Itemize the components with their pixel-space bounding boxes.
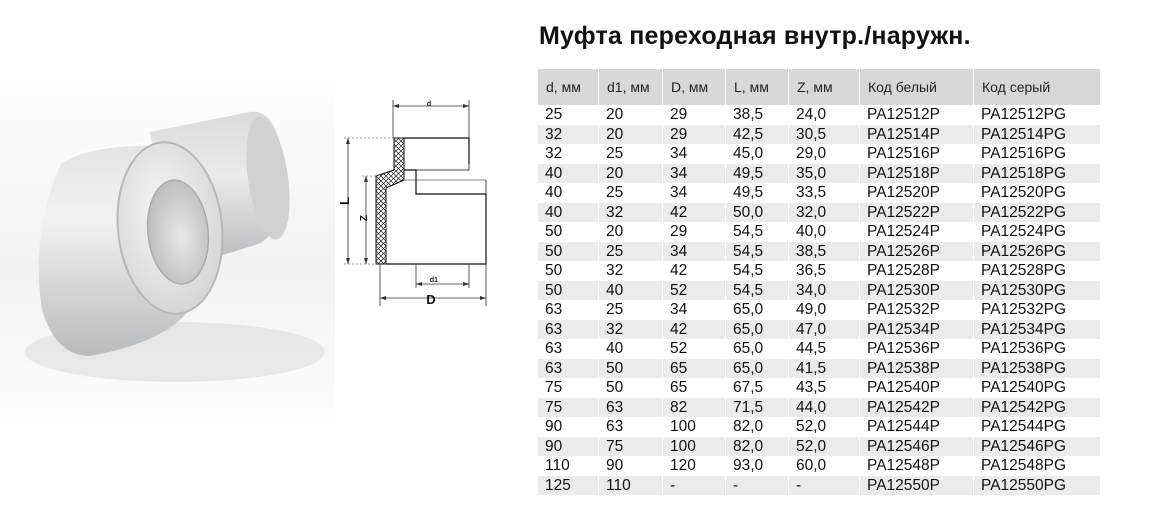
table-row <box>538 456 1100 476</box>
table-cell: 90 <box>598 456 662 476</box>
column-header: Z, мм <box>788 69 859 105</box>
table-cell: 50 <box>598 359 662 379</box>
table-cell: PA12546PG <box>973 437 1100 457</box>
table-cell: PA12546P <box>859 437 973 457</box>
table-cell: 90 <box>538 437 598 457</box>
table-cell: 75 <box>598 437 662 457</box>
table-cell: 25 <box>598 300 662 320</box>
table-cell: 90 <box>545 418 563 436</box>
table-cell: 32 <box>598 320 662 340</box>
table-cell: PA12522PG <box>973 203 1100 223</box>
table-cell: PA12540P <box>859 378 973 398</box>
table-cell: 29,0 <box>788 144 859 164</box>
table-cell: 30,5 <box>788 125 859 145</box>
L-label: L <box>337 197 352 205</box>
table-cell: 63 <box>545 340 563 358</box>
table-row <box>538 398 1100 418</box>
table-cell: 50 <box>545 262 563 280</box>
table-cell: PA12528PG <box>973 261 1100 281</box>
table-cell: 25 <box>598 144 662 164</box>
table-cell: PA12522P <box>859 203 973 223</box>
table-cell: 54,5 <box>725 281 788 301</box>
table-cell: PA12526P <box>859 242 973 262</box>
table-header-row <box>538 69 1100 105</box>
table-cell: PA12514P <box>859 125 973 145</box>
table-cell: 33,5 <box>788 183 859 203</box>
d1-label: d1 <box>429 277 439 284</box>
table-row <box>538 164 1100 184</box>
spec-table <box>538 69 1100 495</box>
column-header: d1, мм <box>598 69 662 105</box>
table-cell: 25 <box>598 183 662 203</box>
table-cell: 63 <box>545 301 563 319</box>
table-cell: 63 <box>598 398 662 418</box>
table-cell: 40 <box>538 164 598 184</box>
table-cell: PA12512PG <box>973 105 1100 125</box>
table-cell: 52 <box>662 339 725 359</box>
table-cell: PA12520P <box>859 183 973 203</box>
table-cell: 65,0 <box>725 339 788 359</box>
table-cell: - <box>788 476 859 496</box>
dimension-D <box>380 264 486 307</box>
table-row <box>538 125 1100 145</box>
table-cell: 75 <box>545 379 563 397</box>
table-cell: 65 <box>662 378 725 398</box>
table-cell: 50 <box>598 378 662 398</box>
table-row <box>538 261 1100 281</box>
table-cell: PA12516PG <box>973 144 1100 164</box>
Z-label: Z <box>359 214 370 222</box>
table-cell: 20 <box>598 164 662 184</box>
table-cell: 125 <box>538 476 598 496</box>
table-row <box>538 339 1100 359</box>
dimension-d1 <box>416 264 469 288</box>
table-cell: 82,0 <box>725 437 788 457</box>
table-row <box>538 144 1100 164</box>
table-cell: 38,5 <box>725 105 788 125</box>
table-cell: PA12538P <box>859 359 973 379</box>
table-cell: PA12524PG <box>973 222 1100 242</box>
table-cell: PA12524P <box>859 222 973 242</box>
table-cell: 65,0 <box>725 359 788 379</box>
table-cell: 50 <box>538 242 598 262</box>
table-cell: PA12544P <box>859 417 973 437</box>
table-cell: 34 <box>662 164 725 184</box>
table-row <box>538 203 1100 223</box>
table-cell: 42 <box>662 203 725 223</box>
table-cell: 35,0 <box>788 164 859 184</box>
table-cell: 110 <box>545 457 570 475</box>
table-cell: - <box>725 476 788 496</box>
table-cell: 43,5 <box>788 378 859 398</box>
table-cell: PA12536PG <box>973 339 1100 359</box>
table-cell: 34 <box>662 300 725 320</box>
table-row <box>538 300 1100 320</box>
table-row <box>538 222 1100 242</box>
table-cell: 20 <box>598 125 662 145</box>
table-cell: 52 <box>662 281 725 301</box>
table-cell: 63 <box>538 359 598 379</box>
table-cell: 65,0 <box>725 300 788 320</box>
table-cell: 52,0 <box>788 417 859 437</box>
table-cell: 29 <box>662 125 725 145</box>
table-cell: 54,5 <box>725 261 788 281</box>
table-cell: 40,0 <box>788 222 859 242</box>
table-cell: PA12548P <box>859 456 973 476</box>
table-row <box>538 320 1100 340</box>
table-cell: 82 <box>662 398 725 418</box>
table-cell: 75 <box>538 398 598 418</box>
table-cell: 100 <box>662 417 725 437</box>
column-header: D, мм <box>662 69 725 105</box>
table-row <box>538 183 1100 203</box>
table-cell: 63 <box>598 417 662 437</box>
table-cell: PA12548PG <box>973 456 1100 476</box>
table-row <box>538 105 1100 125</box>
table-cell: PA12526PG <box>973 242 1100 262</box>
table-cell: PA12544PG <box>973 417 1100 437</box>
table-cell: 32 <box>598 261 662 281</box>
table-cell: PA12550PG <box>973 476 1100 496</box>
table-cell: 100 <box>662 437 725 457</box>
table-cell: 24,0 <box>788 105 859 125</box>
table-cell: PA12512P <box>859 105 973 125</box>
table-cell: PA12516P <box>859 144 973 164</box>
column-header: d, мм <box>538 69 598 105</box>
table-row <box>538 437 1100 457</box>
table-cell: PA12534PG <box>973 320 1100 340</box>
table-cell: 63 <box>538 320 598 340</box>
table-row <box>538 417 1100 437</box>
table-row <box>538 378 1100 398</box>
table-cell: PA12540PG <box>973 378 1100 398</box>
column-header: L, мм <box>725 69 788 105</box>
dimension-Z <box>359 176 376 264</box>
table-cell: 40 <box>598 281 662 301</box>
table-cell: PA12536P <box>859 339 973 359</box>
product-photo <box>0 60 335 440</box>
technical-drawing <box>336 96 526 310</box>
table-cell: 50 <box>545 223 563 241</box>
table-row <box>538 242 1100 262</box>
table-cell: 60,0 <box>788 456 859 476</box>
table-row <box>538 281 1100 301</box>
table-cell: 65 <box>662 359 725 379</box>
table-cell: 38,5 <box>788 242 859 262</box>
table-cell: 34 <box>662 144 725 164</box>
table-cell: 25 <box>598 242 662 262</box>
table-cell: PA12518P <box>859 164 973 184</box>
table-cell: 34 <box>662 242 725 262</box>
d-label: d <box>426 101 432 108</box>
table-cell: 32,0 <box>788 203 859 223</box>
table-row <box>538 359 1100 379</box>
table-cell: 42 <box>662 320 725 340</box>
table-cell: 65,0 <box>725 320 788 340</box>
table-cell: PA12520PG <box>973 183 1100 203</box>
column-header: Код серый <box>973 69 1100 105</box>
dimension-d <box>393 100 469 138</box>
table-cell: 110 <box>598 476 662 496</box>
table-cell: PA12514PG <box>973 125 1100 145</box>
table-cell: 54,5 <box>725 242 788 262</box>
table-cell: PA12528P <box>859 261 973 281</box>
table-cell: 52,0 <box>788 437 859 457</box>
table-cell: 42,5 <box>725 125 788 145</box>
table-cell: PA12518PG <box>973 164 1100 184</box>
table-cell: PA12532P <box>859 300 973 320</box>
table-cell: 25 <box>545 106 563 124</box>
table-cell: 32 <box>538 125 598 145</box>
table-cell: PA12532PG <box>973 300 1100 320</box>
table-row <box>538 476 1100 496</box>
table-cell: 67,5 <box>725 378 788 398</box>
page-title: Муфта переходная внутр./наружн. <box>539 22 971 50</box>
table-cell: 40 <box>598 339 662 359</box>
table-cell: PA12530P <box>859 281 973 301</box>
table-cell: 54,5 <box>725 222 788 242</box>
table-cell: 32 <box>598 203 662 223</box>
table-cell: 120 <box>662 456 725 476</box>
table-cell: 34 <box>662 183 725 203</box>
table-cell: 50,0 <box>725 203 788 223</box>
table-cell: 20 <box>598 222 662 242</box>
table-cell: 49,5 <box>725 164 788 184</box>
table-cell: PA12538PG <box>973 359 1100 379</box>
table-cell: 44,5 <box>788 339 859 359</box>
table-cell: 49,0 <box>788 300 859 320</box>
table-cell: PA12534P <box>859 320 973 340</box>
table-cell: 41,5 <box>788 359 859 379</box>
table-cell: 49,5 <box>725 183 788 203</box>
table-cell: 34,0 <box>788 281 859 301</box>
table-cell: PA12530PG <box>973 281 1100 301</box>
table-cell: 82,0 <box>725 417 788 437</box>
table-body <box>538 105 1100 495</box>
table-cell: PA12550P <box>859 476 973 496</box>
table-cell: 32 <box>545 145 563 163</box>
D-label: D <box>426 292 436 307</box>
table-cell: 29 <box>662 222 725 242</box>
table-cell: 42 <box>662 261 725 281</box>
table-cell: 40 <box>538 203 598 223</box>
table-cell: 50 <box>538 281 598 301</box>
table-cell: 20 <box>598 105 662 125</box>
table-cell: 29 <box>662 105 725 125</box>
table-cell: 36,5 <box>788 261 859 281</box>
table-cell: 45,0 <box>725 144 788 164</box>
table-cell: PA12542P <box>859 398 973 418</box>
table-cell: 44,0 <box>788 398 859 418</box>
table-cell: PA12542PG <box>973 398 1100 418</box>
table-cell: 40 <box>545 184 563 202</box>
table-cell: 71,5 <box>725 398 788 418</box>
table-cell: - <box>662 476 725 496</box>
table-cell: 93,0 <box>725 456 788 476</box>
table-cell: 47,0 <box>788 320 859 340</box>
column-header: Код белый <box>859 69 973 105</box>
